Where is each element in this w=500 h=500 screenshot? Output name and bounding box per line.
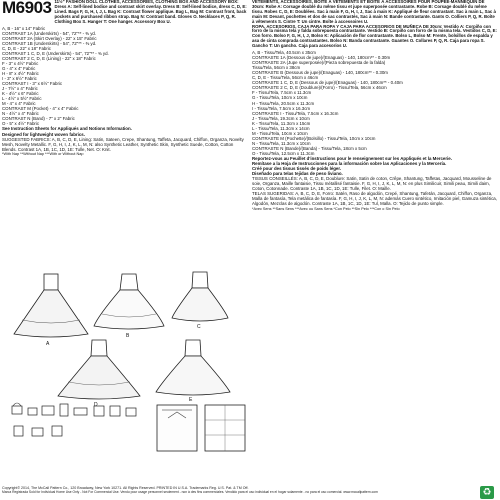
spanish-intro: ROPA, ACCESORIOS, CAJA PARA ROPA Y CAJA PARA ACCESORIOS DE MUÑECA DE 30cm: Vestido A: Corpiño con forro de la misma tela y falda sobrepuesta contrastante. Vestido B: Corpiño con forro de la misma tela. Vestidos C, D, E: Con forro. Bolso F, G, H, I, J, Bolso K: Aplicación de flor contrastante. Bolso L, Bolso M: Frente, bolsillos de espalda y asa de cinta comprada contrastantes. Bolso N: Banda contrastante. Guantes O. Collares P, Q, R. Caja para ropa S. Gancho T: Un gancho. Caja para accesorios U. (252, 23, 497, 49)
french-intro: VÊTEMENTS, ACCESSOIRES, BOÎTE À VÊTEMENTS ET BOÎTE À ACCESSOIRES POUR POUPÉE-MANNEQUIN DE 30cm: Robe A: Corsage doublé du même tissu et jupe superposée contrastante. Robe B: Corsage doublé du même tissu. Robes C, D, E: Doublées. Sac à main F, G, H, I, J, Sac à main K: Appliqué de fleur contrastant. Sac à main L, Sac à main M: Devant, pochettes et dos de sac contrastés, Sac à main N: Bande contrastante. Gants O. Colliers P, Q, R. Boîte à vêtements S. Cintre T: Un cintre. Boîte à accessoires U. (252, 0, 496, 24)
note-line: Reportez-vous au Feuillet d'instructions pour le renseignement sur les Appliqués et la Mercerie. (252, 156, 452, 162)
fabric-line: CONTRASTE N (Bande)/(Banda) - Tissu/Tela, 18cm x 5cm (252, 145, 367, 151)
view-label-c: C (197, 324, 201, 330)
dress-b-figure (94, 274, 164, 329)
fabric-line: CONTRASTE M (Pochette)/(Bolsillo) - Tissu/Tela, 10cm x 10cm (252, 135, 376, 141)
french-suggested-fabrics: TISSUS CONSEILLÉS: A, B, C, D, E, Doublure: Satin, Satin de coton, Crêpe, Shantung, Taffetas, Jacquard, Mousseline de soie, Organza, Maille fantaisie, Tissu métallisé fantaisie. F, G, H, I, J, K, L, M, N: en plus Similicuir, Simili peau, Simili daim, Coton, Cotonnade. Contraste 1A, 1B, 1C, 1D, 1E: Tulle, Filet. O: Maille. (252, 176, 492, 192)
view-label-a: A (46, 341, 50, 347)
fabric-line: N - 4½" x 4" Fabric (2, 111, 39, 117)
fabric-line: K - 4½" x 6" Fabric (2, 91, 39, 97)
fabric-line: K - Tissu/Tela, 11.3cm x 15cm (252, 120, 311, 126)
english-suggested-fabrics: SUGGESTED FABRICS: A, B, C, D, E, Lining: Satin, Sateen, Crepe, Shantung, Taffeta, Jacquard, Chiffon, Organza, Novelty Mesh, Novelty Metallic. F, G, H, I, J, K, L, M, N: also Synthetic Leather, Synthetic Skin, Synthetic Suede, Cotton, Cotton Blends. Contrast 1A, 1B, 1C, 1D, 1E: Tulle, Net. O: Knit. (2, 136, 244, 152)
english-notes (2, 126, 249, 136)
fabric-line: Tissu/Tela, 56cm x 38cm (252, 65, 301, 71)
fabric-line: A, B - 16" x 14" Fabric (2, 25, 46, 31)
fabric-line: CONTRASTE 1 C, D, E (Dessous de jupe)/(Enaguas) - 140, 180cm** - 0.40m (252, 80, 403, 86)
view-label-e: E (189, 397, 193, 403)
fabric-line: CONTRASTE 2 C, D, E (Doublure)/(Forro) - Tissu/Tela, 56cm x 46cm (252, 85, 387, 91)
fabric-line: C, D, E - Tissu/Tela, 56cm x 46cm (252, 75, 319, 81)
fabric-line: L - Tissu/Tela, 11.3cm x 14cm (252, 125, 310, 131)
note-line: Designed for lightweight woven fabrics. (2, 131, 85, 137)
view-label-d: D (94, 402, 98, 408)
dress-c-figure (172, 272, 228, 321)
fabric-line: H - Tissu/Tela, 20.5cm x 11.3cm (252, 100, 315, 106)
fabric-line: G - 4" x 4" Fabric (2, 65, 36, 71)
french-spanish-fabric-list (252, 50, 498, 156)
spanish-suggested-fabrics: TELAS SUGERIDAS: A, B, C, D, E, Forro: Satén, Raso de algodón, Crepé, Shantung, Tafetán, Jacquard, Chiffon, Organza, Malla de fantasía, Tela metálica de fantasía. F, G, H, I, J, K, L, M, N: además Cuero sintético, Imitación piel, Gamuza sintética, Algodón, Mezclas de algodón. Contraste 1A, 1B, 1C, 1D, 1E: Tul, Malla. O: Tejido de punto simple. (252, 191, 497, 207)
fabric-line: CONTRASTE 2A (Jupe superposée)/(Pieza sobrepuesta de la falda) (252, 60, 386, 66)
fabric-line: H - 8" x 4½" Fabric (2, 70, 39, 76)
view-label-b: B (126, 333, 130, 339)
dress-a-figure (14, 274, 88, 337)
dress-illustrations (2, 270, 249, 455)
english-intro: 11½" FASHION DOLL CLOTHES, ACCESSORIES, CLOTHING BOX AND ACCESSORY BOX: Dress A: Self-lined bodice and contrast skirt overlay. Dress B: Self-lined bodice, dress C, D, E: Lined. Bags F, G, H, I, J, L Bag K: Contrast flower applique. Bag L, Bag M: Contrast front, back pockets and purchased ribbon strap. Bag N: Contrast band. Gloves O. Necklaces P, Q, R. Clothing Box S. Hanger T: One hanger. Accessory Box U. (54, 0, 247, 24)
french-spanish-nap-legend: *Avec Sens **Sans Sens ***Avec ou Sans Sens *Con Pelo **Sin Pelo ***Con o Sin Pelo (252, 206, 400, 211)
bags-row (12, 403, 136, 436)
recycle-icon: ♻ (480, 486, 494, 499)
fabric-line: C, D, E - 22" x 18" Fabric (2, 45, 51, 51)
accessory-box-figure (205, 405, 245, 451)
dress-e-figure (156, 340, 230, 395)
fabric-line: F - 3" x 4½" Fabric (2, 60, 39, 66)
dress-d-figure (58, 340, 140, 399)
note-line: Diseñado para telas tejidas de peso liviano. (252, 171, 343, 177)
fabric-line: L - 4½" x 5½" Fabric (2, 96, 42, 102)
fabric-line: O - 5" x 4½" Fabric (2, 121, 40, 127)
fabric-line: I - 3" x 6½" Fabric (2, 76, 37, 81)
header (2, 0, 249, 25)
note-line: Remítase a la Hoja de Instrucciones para la información sobre las Aplicaciones y la Mercería. (252, 161, 447, 167)
fabric-line: CONTRASTE B (Dessous de jupe)/(Enaguas) - 140, 180cm** - 0.30m (252, 70, 388, 76)
fabric-line: CONTRAST 2 C, D, E (Lining) - 22" x 18" Fabric (2, 55, 96, 61)
copyright-line: Copyright© 2014, The McCall Pattern Co., 120 Broadway, New York 10271. All Rights Reserved. PRINTED IN U.S.A. Trademarks Reg. U.S. Pat. & TM Off. (2, 486, 249, 490)
clothing-box-figure (157, 405, 197, 451)
fabric-line: CONTRAST 1 C, D, E (Underskirts) - 54", 72"** - ⅜ yd. (2, 50, 109, 56)
fabric-line: CONTRASTE 1A (Dessous de jupe)/(Enaguas) - 140, 180cm** - 0.30m (252, 55, 391, 61)
english-column (2, 0, 249, 486)
fabric-line: O - Tissu/Tela, 12.5cm x 11.3cm (252, 151, 315, 156)
note-line: See Instruction Sheets for Appliqués and Notions Information. (2, 126, 132, 132)
fabric-line: J - Tissu/Tela, 19.3cm x 10cm (252, 115, 310, 121)
fabric-line: CONTRAST N (Band) - 7" x 2" Fabric (2, 116, 75, 122)
fabric-line: I - Tissu/Tela, 7.5cm x 16.3cm (252, 105, 311, 111)
fabric-line: M - 4" x 4" Fabric (2, 101, 36, 107)
usage-line: Marca Registrada Sold for Individual Home Use Only - Not For Commercial Use. Vendu pour usage personnel seulement - non à des fins commerciales. Vendido para el uso individual en el hogar solamente - no para el uso comercial. www.mccallpattern.com (2, 490, 378, 495)
french-spanish-column (252, 0, 498, 486)
fabric-line: N - Tissu/Tela, 11.3cm x 10cm (252, 140, 311, 146)
english-nap-legend: *With Nap **Without Nap ***With or Without Nap (2, 151, 84, 156)
fabric-line: CONTRAST I - 3" x 6½" Fabric (2, 81, 63, 87)
french-spanish-notes (252, 156, 498, 176)
note-line: Créé pour des tissus tissés de poids léger. (252, 166, 342, 172)
pattern-number: M6903 (2, 0, 52, 17)
fabric-line: CONTRAST 1A (Underskirts) - 54", 72"** - ⅜ yd. (2, 30, 97, 36)
fabric-line: A, B - Tissu/Tela, 40.5cm x 35cm (252, 50, 316, 56)
fabric-line: G - Tissu/Tela, 10cm x 10cm (252, 95, 308, 101)
fabric-line: M - Tissu/Tela, 10cm x 10cm (252, 130, 308, 136)
fabric-line: CONTRAST 2A (Skirt Overlay) - 22" x 15" Fabric (2, 35, 97, 41)
fabric-line: CONTRAST 1B (Underskirts) - 54", 72"** - ⅜ yd. (2, 40, 97, 46)
fabric-line: CONTRAST M (Pocket) - 4" x 4" Fabric (2, 106, 79, 112)
fabric-line: CONTRASTE I - Tissu/Tela, 7.5cm x 16.3cm (252, 110, 339, 116)
fabric-line: F - Tissu/Tela, 7.5cm x 11.3cm (252, 90, 312, 96)
footer (2, 486, 498, 500)
english-fabric-list (2, 26, 249, 127)
fabric-line: J - 7½" x 4" Fabric (2, 86, 38, 92)
